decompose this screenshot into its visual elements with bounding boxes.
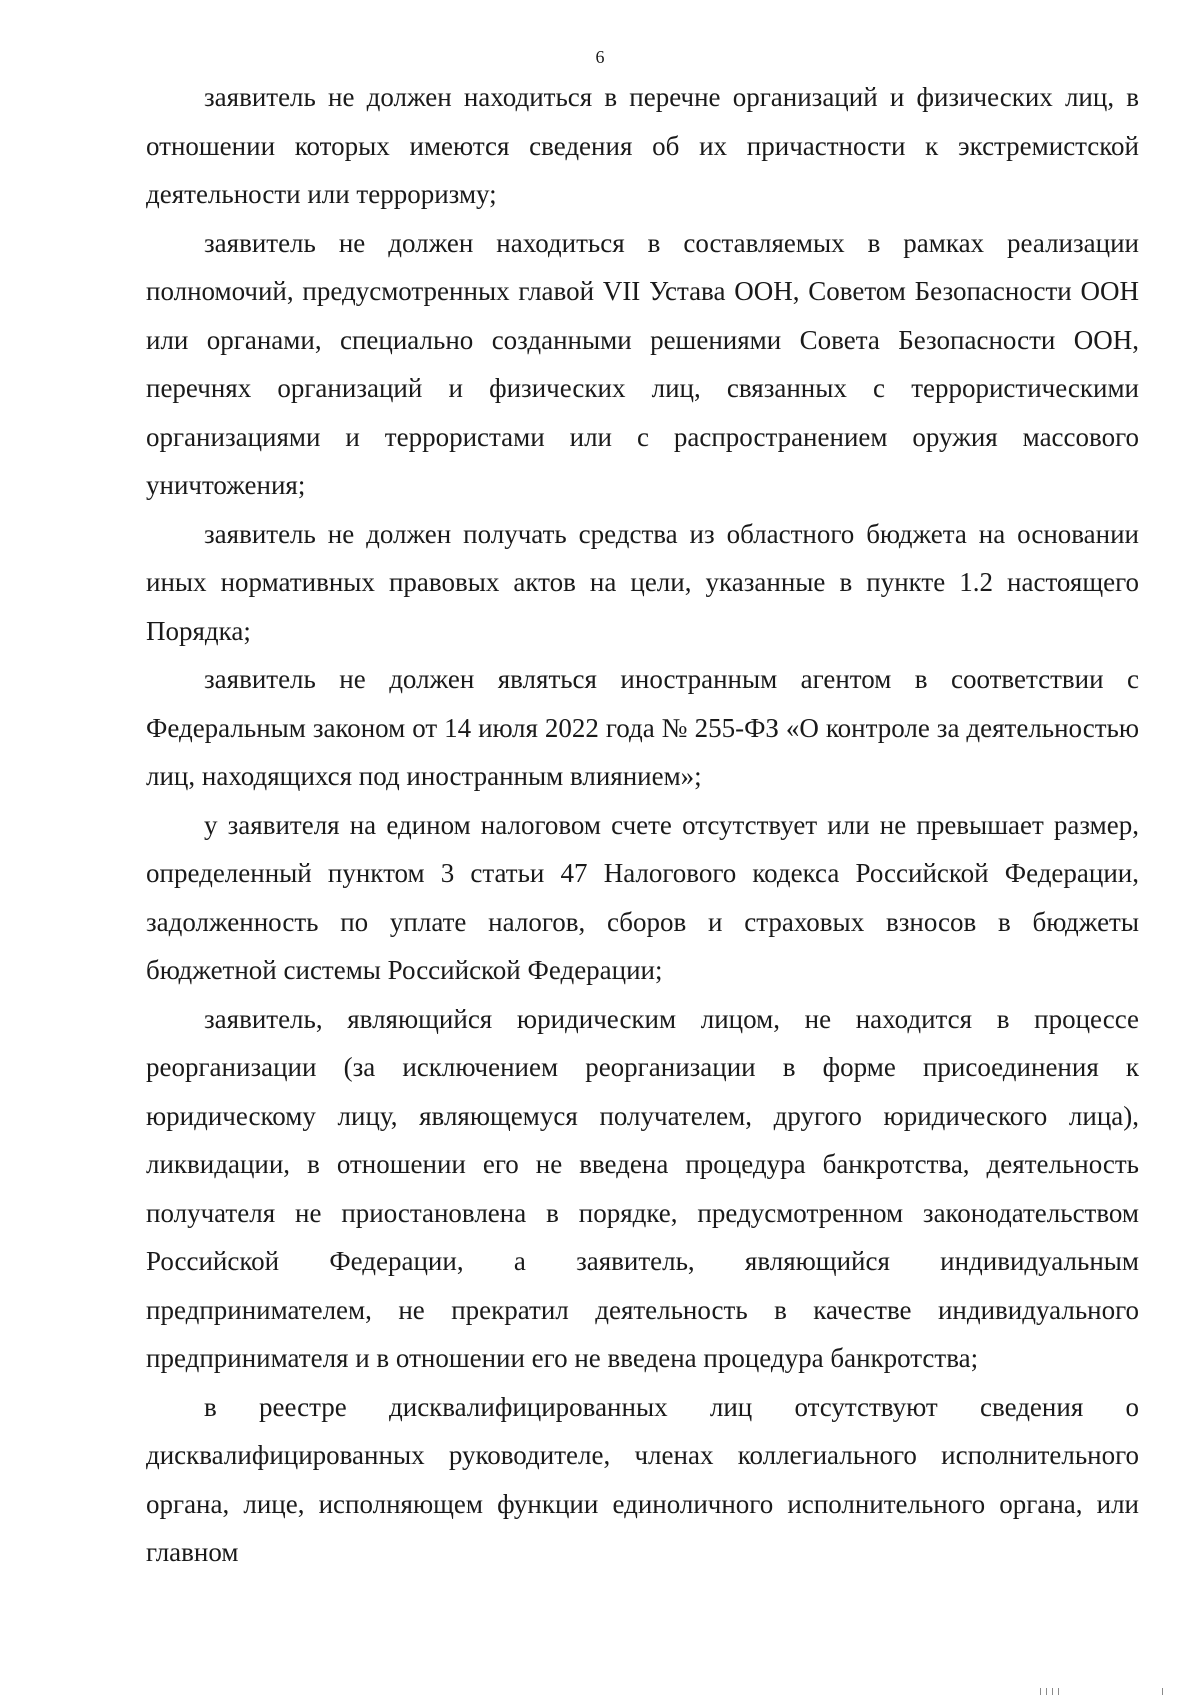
paragraph-un-sanctions-list: заявитель не должен находиться в составляемых в рамках реализации полномочий, предусмотренных главой VII Устава ООН, Советом Безопасности ООН или органами, специально созданными решениями Совета Безопасности ООН, перечнях организаций и физических лиц, связанных с террористическими организациями и террористами или с распространением оружия массового уничтожения;: [146, 227, 1139, 500]
paragraph-foreign-agent: заявитель не должен являться иностранным агентом в соответствии с Федеральным законом от 14 июля 2022 года № 255-ФЗ «О контроле за деятельностью лиц, находящихся под иностранным влиянием»;: [146, 664, 1139, 791]
paragraph-disqualified-persons: в реестре дисквалифицированных лиц отсутствуют сведения о дисквалифицированных руководителе, членах коллегиального исполнительного органа, лице, исполняющем функции единоличного исполнительного органа, или главном: [146, 1391, 1139, 1567]
page-number: 6: [595, 47, 605, 67]
document-body: [146, 73, 1139, 1577]
paragraph-extremism-list: заявитель не должен находиться в перечне организаций и физических лиц, в отношении которых имеются сведения об их причастности к экстремистской деятельности или терроризму;: [146, 82, 1139, 209]
paragraph-regional-budget-funds: заявитель не должен получать средства из областного бюджета на основании иных нормативных правовых актов на цели, указанные в пункте 1.2 настоящего Порядка;: [146, 518, 1139, 646]
scan-edge-marks: [1000, 1685, 1180, 1695]
paragraph-reorganization-bankruptcy: заявитель, являющийся юридическим лицом, не находится в процессе реорганизации (за исключением реорганизации в форме присоединения к юридическому лицу, являющемуся получателем, другого юридического лица), ликвидации, в отношении его не введена процедура банкротства, деятельность получателя не приостановлена в порядке, предусмотренном законодательством Российской Федерации, а заявитель, являющийся индивидуальным предпринимателем, не прекратил деятельность в качестве индивидуального предпринимателя и в отношении его не введена процедура банкротства;: [146, 1003, 1139, 1373]
paragraph-tax-debt: у заявителя на едином налоговом счете отсутствует или не превышает размер, определенный пунктом 3 статьи 47 Налогового кодекса Российской Федерации, задолженность по уплате налогов, сборов и страховых взносов в бюджеты бюджетной системы Российской Федерации;: [146, 809, 1139, 985]
